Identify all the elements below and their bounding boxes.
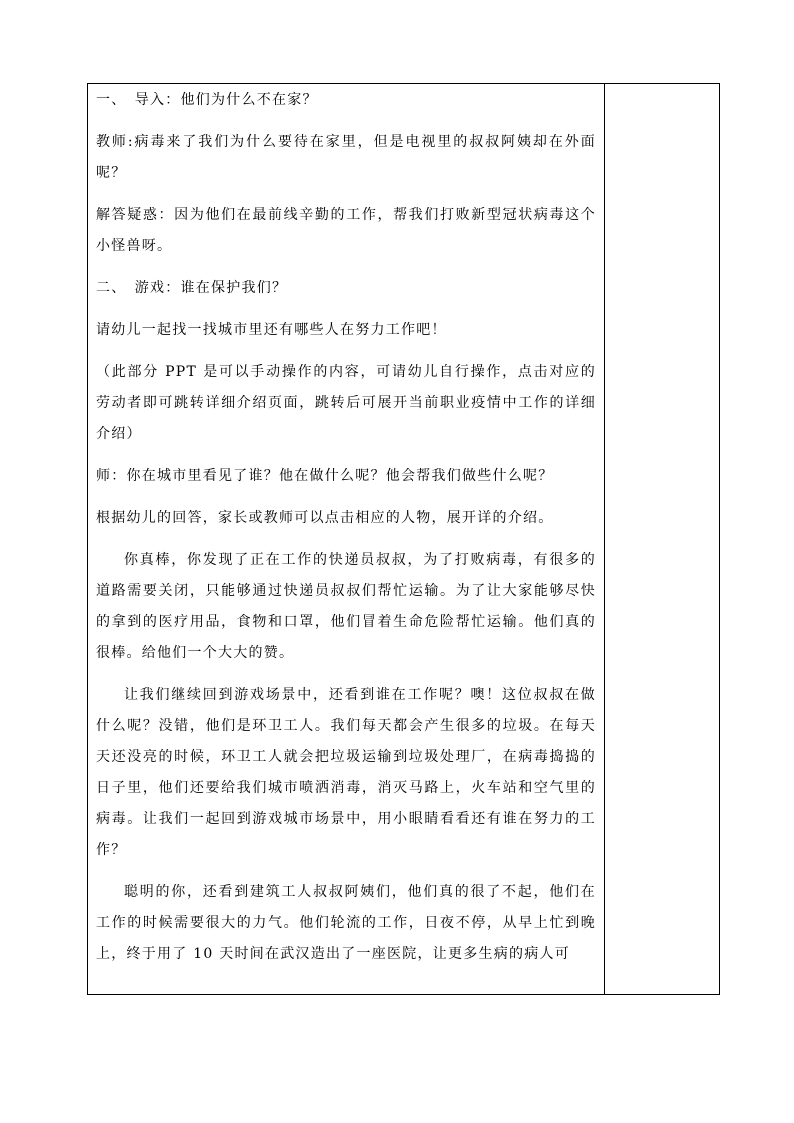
answer-paragraph: 解答疑惑：因为他们在最前线辛勤的工作，帮我们打败新型冠状病毒这个小怪兽呀。 xyxy=(96,207,596,254)
lesson-table xyxy=(87,83,720,995)
guide-paragraph: 根据幼儿的回答，家长或教师可以点击相应的人物，展开详的介绍。 xyxy=(96,510,554,526)
section2-heading: 二、 游戏：谁在保护我们？ xyxy=(96,280,288,296)
teacher-ask-paragraph: 师：你在城市里看见了谁？他在做什么呢？他会帮我们做些什么呢？ xyxy=(96,468,554,484)
content-cell xyxy=(88,84,604,994)
courier-paragraph: 你真棒，你发现了正在工作的快递员叔叔，为了打败病毒，有很多的道路需要关闭，只能够通过快递员叔叔们帮忙运输。为了让大家能够尽快的拿到的医疗用品，食物和口罩，他们冒着生命危险帮忙运输。他们真的很棒。给他们一个大大的赞。 xyxy=(96,552,596,661)
ppt-note-paragraph: （此部分 PPT 是可以手动操作的内容，可请幼儿自行操作，点击对应的劳动者即可跳转详细介绍页面，跳转后可展开当前职业疫情中工作的详细介绍） xyxy=(96,364,596,442)
section1-heading: 一、 导入：他们为什么不在家？ xyxy=(96,92,318,108)
teacher-question: 教师:病毒来了我们为什么要待在家里，但是电视里的叔叔阿姨却在外面呢？ xyxy=(96,134,596,181)
invite-paragraph: 请幼儿一起找一找城市里还有哪些人在努力工作吧！ xyxy=(96,322,447,338)
notes-cell xyxy=(605,84,719,994)
construction-paragraph: 聪明的你，还看到建筑工人叔叔阿姨们，他们真的很了不起，他们在工作的时候需要很大的力气。他们轮流的工作，日夜不停，从早上忙到晚上，终于用了 10 天时间在武汉造出了一座医院，让更多生病的病人可 xyxy=(96,884,596,962)
sanitation-paragraph: 让我们继续回到游戏场景中，还看到谁在工作呢？噢！这位叔叔在做什么呢？没错，他们是环卫工人。我们每天都会产生很多的垃圾。在每天天还没亮的时候，环卫工人就会把垃圾运输到垃圾处理厂，在病毒捣捣的日子里，他们还要给我们城市喷洒消毒，消灭马路上，火车站和空气里的病毒。让我们一起回到游戏城市场景中，用小眼睛看看还有谁在努力的工作？ xyxy=(96,687,596,858)
